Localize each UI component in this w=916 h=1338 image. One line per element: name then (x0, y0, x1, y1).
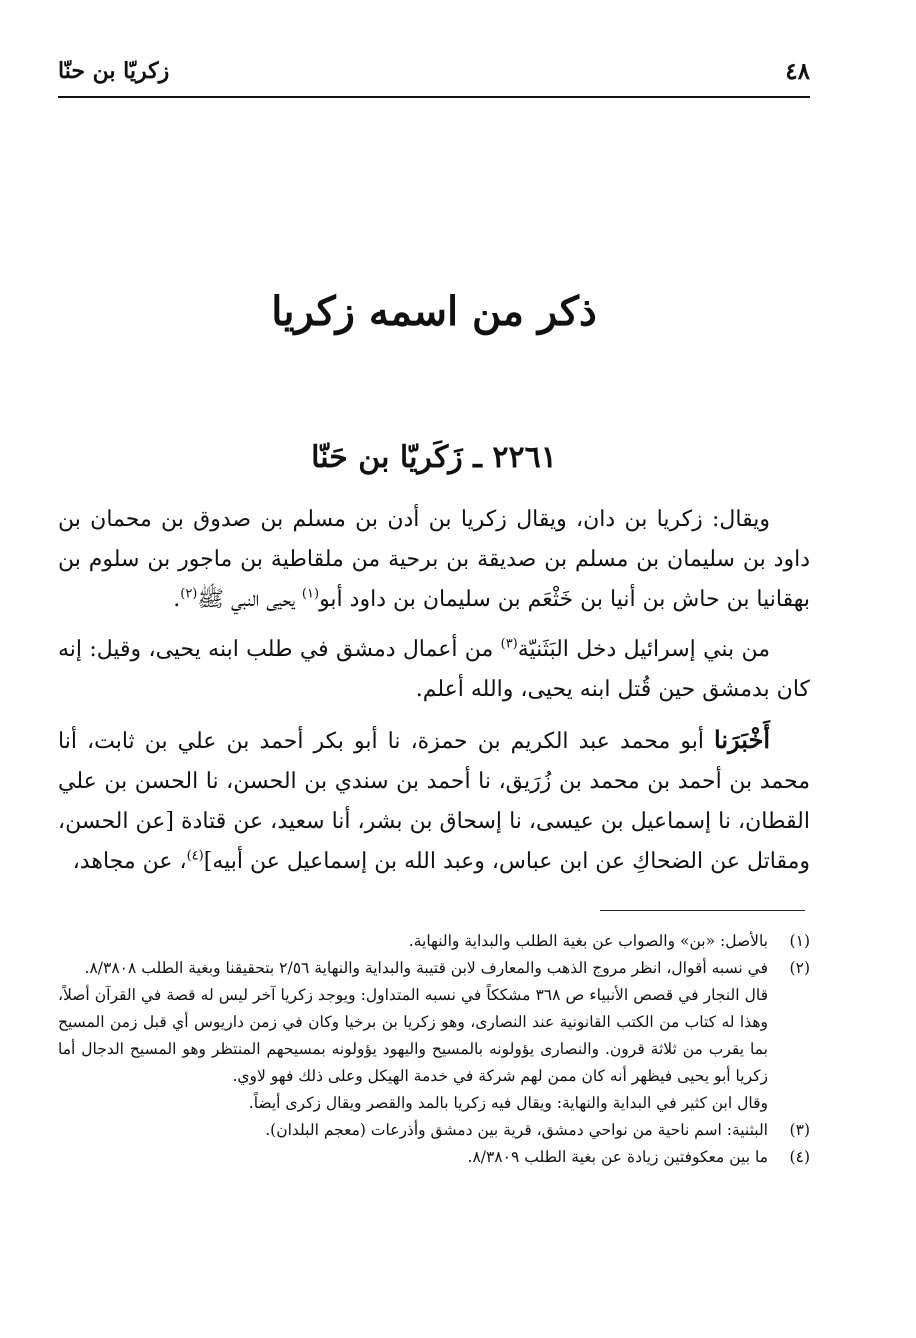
footnote-2 (58, 955, 810, 982)
footnote-text: ما بين معكوفتين زيادة عن بغية الطلب ٨/٣٨٠٩. (467, 1148, 768, 1166)
paragraph-text: ، عن مجاهد، (72, 849, 187, 874)
entry-title: ٢٢٦١ ـ زَكَريّا بن حَنّا (311, 440, 557, 475)
footnote-ref-1[interactable]: (١) (301, 586, 320, 602)
paragraph-origin (58, 630, 810, 710)
footnote-ref-4[interactable]: (٤) (186, 848, 204, 864)
paragraph-isnad (58, 720, 810, 882)
footnote-divider (600, 910, 805, 911)
footnote-number: (١) (789, 932, 810, 950)
paragraph-text: من بني إسرائيل دخل البَثَنيّة (517, 637, 771, 662)
footnote-text: في نسبه أقوال، انظر مروج الذهب والمعارف لابن قتيبة والبداية والنهاية ٢/٥٦ بتحقيقنا وبغية الطلب ٨/٣٨٠٨. (84, 959, 768, 977)
footnote-ref-2[interactable]: (٢) (180, 586, 198, 602)
footnote-1 (58, 928, 810, 955)
paragraph-text: يحيى النبي ﷺ (197, 587, 302, 612)
paragraph-lineage (58, 500, 810, 620)
footnote-4 (58, 1144, 810, 1171)
footnote-text: بالأصل: «بن» والصواب عن بغية الطلب والبداية والنهاية. (408, 932, 768, 950)
footnote-2-continuation: وقال ابن كثير في البداية والنهاية: ويقال فيه زكريا بالمد والقصر ويقال زكرى أيضاً. (248, 1094, 768, 1112)
footnote-text: البثنية: اسم ناحية من نواحي دمشق، قرية بين دمشق وأذرعات (معجم البلدان). (265, 1121, 768, 1139)
footnote-number: (٣) (789, 1121, 810, 1139)
page-number: ٤٨ (785, 58, 810, 85)
footnote-number: (٤) (789, 1148, 810, 1166)
footnote-number: (٢) (789, 959, 810, 977)
paragraph-text: من أعمال دمشق في طلب ابنه يحيى، وقيل: إنه كان بدمشق حين قُتل ابنه يحيى، والله أعلم. (58, 637, 810, 702)
paragraph-text: . (173, 587, 181, 612)
chapter-title: ذكر من اسمه زكريا (271, 288, 597, 335)
page-header (58, 56, 810, 98)
paragraph-text: أبو محمد عبد الكريم بن حمزة، نا أبو بكر أحمد بن علي بن ثابت، أنا محمد بن أحمد بن محمد بن زُرَيق، نا أحمد بن سندي بن الحسن، نا الحسن بن علي القطان، نا إسماعيل بن عيسى، نا إسحاق بن بشر، أنا سعيد، عن قتادة [عن الحسن، ومقاتل عن الضحاكِ عن ابن عباس، وعبد الله بن إسماعيل عن أبيه] (58, 729, 810, 874)
paragraph-text: ويقال: زكريا بن دان، ويقال زكريا بن أدن بن مسلم بن صدوق بن محمان بن داود بن سليمان بن مسلم بن صديقة بن برحية من ملقاطية بن ماجور بن سلوم بن بهقانيا بن حاش بن أنيا بن خَثْعَم بن سليمان بن داود أبو (58, 507, 810, 612)
footnotes-section (58, 928, 810, 1171)
footnote-ref-3[interactable]: (٣) (500, 636, 518, 652)
footnote-3 (58, 1117, 810, 1144)
main-text (58, 500, 810, 892)
footnote-2-continuation: قال النجار في قصص الأنبياء ص ٣٦٨ مشككاً في نسبه المتداول: ويوجد زكريا آخر ليس له قصة في القرآن أصلاً، وهذا له كتاب من الكتب القانونية عند النصارى، وهو زكريا بن برخيا وكان في زمن داريوس أي قبل زمن المسيح بما يقرب من ثلاثة قرون. والنصارى يؤولونه بالمسيح واليهود يؤولونه بمسيحهم المنتظر وهو المسيح الدجال أما زكريا أبو يحيى فيظهر أنه كان ممن لهم شركة في خدمة الهيكل وعلى ذلك فهو لاوي. (58, 986, 768, 1085)
akhbarana-lead: أَخْبَرَنا (714, 725, 770, 754)
running-title: زكريّا بن حنّا (58, 58, 170, 84)
